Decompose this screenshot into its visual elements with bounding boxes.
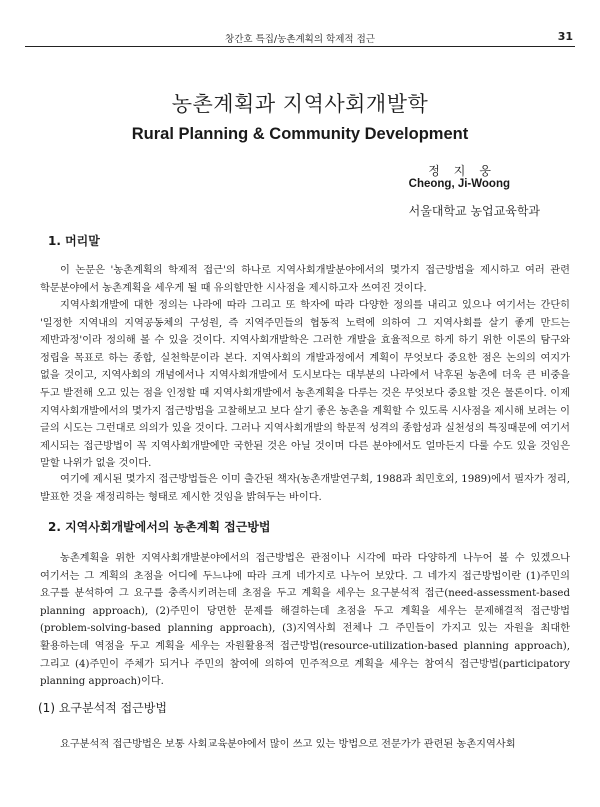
intro-paragraph-3: 여기에 제시된 몇가지 접근방법들은 이미 출간된 책자(농촌개발연구회, 1988과 최민호외, 1989)에서 필자가 정리, 발표한 것을 재정리하는 형태로 제시한 것임을 밝혀두는 바이다. [40,474,570,503]
running-title: 창간호 특집/농촌계획의 학제적 접근 [225,34,375,45]
subsection-heading-need-assessment: (1) 요구분석적 접근방법 [38,701,167,715]
author-affiliation: 서울대학교 농업교육학과 [408,204,540,218]
paper-title-english: Rural Planning & Community Development [131,125,469,143]
section-heading-introduction: 1. 머리말 [48,234,100,248]
section-heading-approaches: 2. 지역사회개발에서의 농촌계획 접근방법 [48,520,271,534]
running-header [25,28,575,47]
author-name-english: Cheong, Ji-Woong [408,178,510,190]
page-number: 31 [557,30,573,43]
author-name-korean: 정지웅 [428,164,505,178]
need-assessment-paragraph-1: 요구분석적 접근방법은 보통 사회교육분야에서 많이 쓰고 있는 방법으로 전문가가 관련된 농촌지역사회 [60,739,516,750]
approaches-paragraph-1: 농촌계획을 위한 지역사회개발분야에서의 접근방법은 관점이나 시각에 따라 다양하게 나누어 볼 수 있겠으나 여기서는 그 계획의 초점을 어디에 두느냐에 따라 크게 네가지로 나누어 보았다. 그 네가지 접근방법이란 (1)주민의 요구를 분석하여 그 요구를 충족시키려는데 초점을 두고 계획을 세우는 요구분석적 접근(need-assessment-based planning approach), (2)주민이 당면한 문제를 해결하는데 초점을 두고 계획을 세우는 문제해결적 접근방법(problem-solving-based planning approach), (3)지역사회 전체나 그 주민들이 가지고 있는 자원을 최대한 활용하는데 역점을 두고 계획을 세우는 자원활용적 접근방법(resource-utilization-based planning approach), 그리고 (4)주민이 주체가 되거나 주민의 참여에 의하여 민주적으로 계획을 세우는 참여식 접근방법(participatory planning approach)이다. [40,553,570,688]
intro-paragraph-2: 지역사회개발에 대한 정의는 나라에 따라 그리고 또 학자에 따라 다양한 정의를 내리고 있으나 여기서는 간단히 '일정한 지역내의 지역공동체의 구성원, 즉 지역주민들의 협동적 노력에 의하여 그 지역사회를 살기 좋게 만드는 제반과정'이라 정의해 볼 수 있을 것이다. 지역사회개발학은 그러한 개발을 효율적으로 하게 하기 위한 이론의 탐구와 정립을 목표로 하는 종합, 실천학문이라 본다. 지역사회의 개발과정에서 계획이 무엇보다 중요한 점은 논의의 여지가 없을 것이고, 지역사회의 개념에서나 지역사회개발에서 도시보다는 대부분의 나라에서 낙후된 농촌에 더욱 큰 비중을 두고 발전해 오고 있는 점을 인정할 때 지역사회개발에서 농촌계획을 다루는 것은 무엇보다 중요할 것은 물론이다. 이제 지역사회개발에서의 몇가지 접근방법을 고찰해보고 보다 살기 좋은 농촌을 계획할 수 있도록 시사점을 제시해 보려는 이 글의 시도는 그런대로 의의가 있을 것이다. 그러나 지역사회개발의 학문적 성격의 종합성과 실천성의 특징때문에 여기서 제시되는 접근방법이 꼭 지역사회개발에만 국한된 것은 아닐 것이며 다른 분야에서도 얼마든지 다룰 수도 있을 것임은 말할 나위가 없을 것이다. [40,300,570,470]
paper-title-korean: 농촌계획과 지역사회개발학 [171,92,429,116]
intro-paragraph-1: 이 논문은 '농촌계획의 학제적 접근'의 하나로 지역사회개발분야에서의 몇가지 접근방법을 제시하고 여러 관련 학문분야에서 농촌계획을 세우게 될 때 유의할만한 시사점을 제시하고자 쓰여진 것이다. [40,265,570,294]
